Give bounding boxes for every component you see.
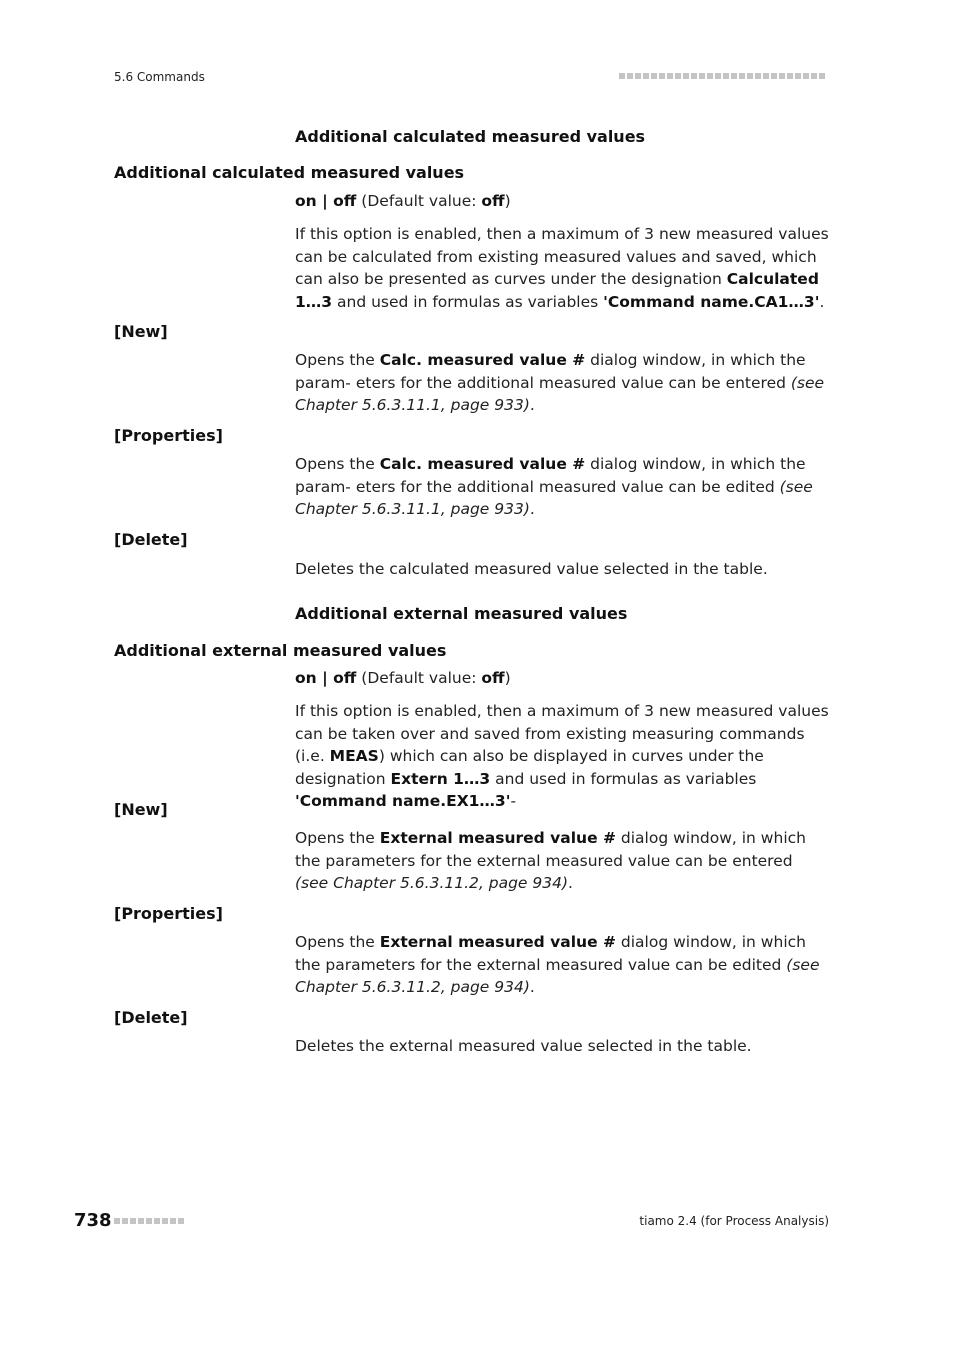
footer-decoration-dots — [114, 1218, 184, 1224]
button-description-new-calculated: Opens the Calc. measured value # dialog window, in which the param- eters for the additional measured value can be entered (see Chapter 5.6.3.11.1, page 933). — [295, 351, 825, 414]
section-title-calculated: Additional calculated measured values — [295, 127, 646, 146]
button-description-new-external: Opens the External measured value # dialog window, in which the parameters for the external measured value can be entered (see Chapter 5.6.3.11.2, page 934). — [295, 829, 806, 892]
running-header-section: 5.6 Commands — [114, 70, 205, 84]
parameter-description-calculated: If this option is enabled, then a maximum of 3 new measured values can be calculated from existing measured values and saved, which can also be presented as curves under the designation Calculated 1…3 and used in formulas as variables 'Command name.CA1…3'. — [295, 225, 829, 311]
button-title-properties-calculated: [Properties] — [114, 426, 223, 445]
parameter-values-calculated: on | off (Default value: off) — [295, 192, 511, 210]
button-description-properties-external: Opens the External measured value # dialog window, in which the parameters for the external measured value can be edited (see Chapter 5.6.3.11.2, page 934). — [295, 933, 820, 996]
button-title-delete-external: [Delete] — [114, 1008, 188, 1027]
parameter-title-external: Additional external measured values — [114, 641, 447, 660]
parameter-description-external: If this option is enabled, then a maximum of 3 new measured values can be taken over and saved from existing measuring commands (i.e. MEAS) which can also be displayed in curves under the designation Extern 1…3 and used in formulas as variables 'Command name.EX1…3'- — [295, 702, 829, 810]
section-title-external: Additional external measured values — [295, 604, 628, 623]
parameter-values-external: on | off (Default value: off) — [295, 669, 511, 687]
button-description-properties-calculated: Opens the Calc. measured value # dialog window, in which the param- eters for the additional measured value can be edited (see Chapter 5.6.3.11.1, page 933). — [295, 455, 813, 518]
running-footer-product: tiamo 2.4 (for Process Analysis) — [639, 1214, 829, 1228]
button-description-delete-calculated: Deletes the calculated measured value selected in the table. — [295, 560, 768, 578]
button-title-new-external: [New] — [114, 800, 168, 819]
button-title-delete-calculated: [Delete] — [114, 530, 188, 549]
button-title-new-calculated: [New] — [114, 322, 168, 341]
header-decoration-dots — [619, 73, 829, 81]
button-title-properties-external: [Properties] — [114, 904, 223, 923]
page-number: 738 — [74, 1210, 112, 1231]
parameter-title-calculated: Additional calculated measured values — [114, 163, 465, 182]
button-description-delete-external: Deletes the external measured value selected in the table. — [295, 1037, 752, 1055]
